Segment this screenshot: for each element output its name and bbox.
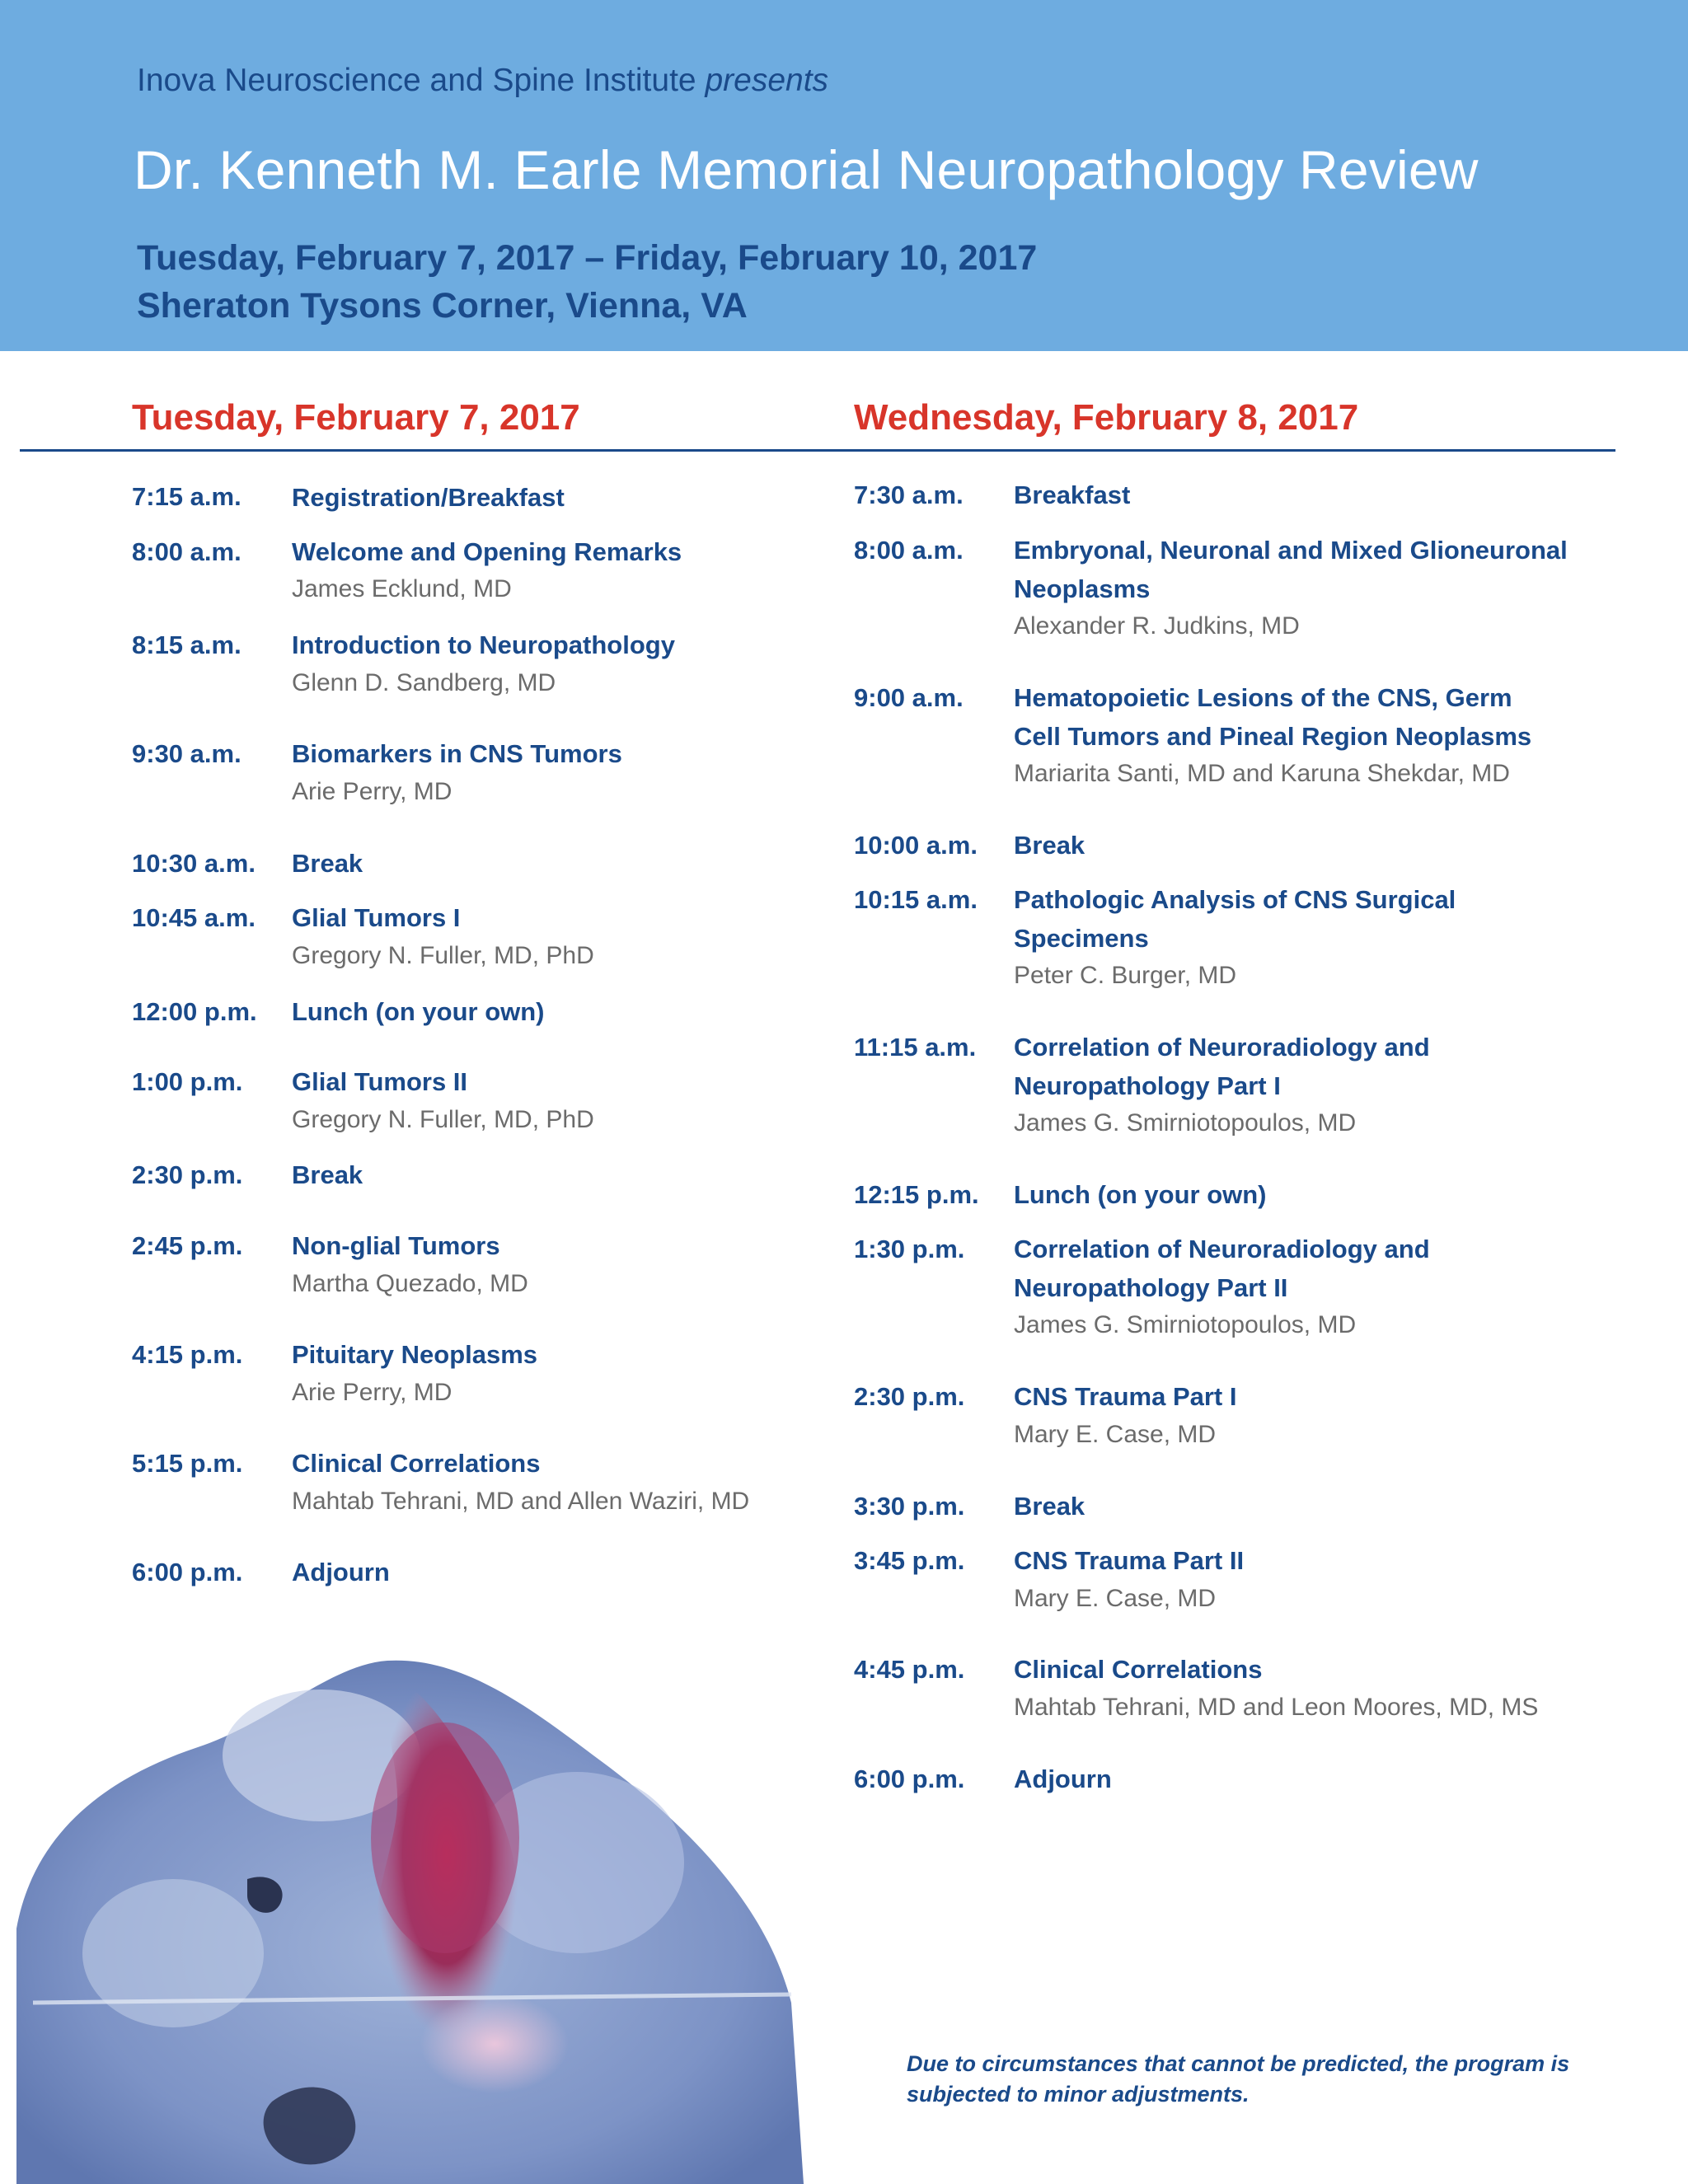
item-speaker: James G. Smirniotopoulos, MD (1014, 1311, 1357, 1338)
header-banner (0, 0, 1688, 351)
item-speaker: Arie Perry, MD (292, 1379, 452, 1406)
item-speaker: Mariarita Santi, MD and Karuna Shekdar, MD (1014, 760, 1510, 787)
item-title: Pituitary Neoplasms (292, 1340, 538, 1369)
brain-scan-image (0, 1657, 808, 2184)
item-speaker: James G. Smirniotopoulos, MD (1014, 1109, 1357, 1137)
item-title: Non-glial Tumors (292, 1231, 500, 1260)
item-title: Correlation of Neuroradiology and Neuropathology Part II (1014, 1235, 1430, 1302)
item-time: 3:45 p.m. (854, 1546, 965, 1575)
item-title: Lunch (on your own) (1014, 1180, 1267, 1209)
item-time: 10:00 a.m. (854, 831, 978, 860)
item-time: 5:15 p.m. (132, 1449, 243, 1478)
presenter-name: Inova Neuroscience and Spine Institute (137, 63, 696, 98)
item-time: 9:00 a.m. (854, 683, 964, 712)
presenter-line (137, 63, 828, 99)
item-time: 10:45 a.m. (132, 903, 256, 932)
item-speaker: James Ecklund, MD (292, 575, 512, 602)
item-time: 4:15 p.m. (132, 1340, 243, 1369)
item-time: 10:15 a.m. (854, 885, 978, 914)
presents-word: presents (705, 63, 829, 98)
event-location: Sheraton Tysons Corner, Vienna, VA (137, 286, 748, 326)
heading-divider (20, 449, 1615, 452)
item-title: Clinical Correlations (1014, 1655, 1263, 1684)
item-time: 7:15 a.m. (132, 482, 241, 511)
item-time: 10:30 a.m. (132, 849, 256, 878)
day-heading-wednesday: Wednesday, February 8, 2017 (854, 397, 1359, 438)
item-title: Break (292, 1160, 363, 1189)
item-time: 8:15 a.m. (132, 630, 241, 659)
item-title: Pathologic Analysis of CNS Surgical Specimens (1014, 885, 1456, 953)
item-speaker: Gregory N. Fuller, MD, PhD (292, 942, 594, 969)
item-time: 2:30 p.m. (854, 1382, 965, 1411)
item-speaker: Mary E. Case, MD (1014, 1421, 1217, 1448)
day-heading-tuesday: Tuesday, February 7, 2017 (132, 397, 580, 438)
item-speaker: Mahtab Tehrani, MD and Leon Moores, MD, MS (1014, 1694, 1539, 1721)
item-title: Glial Tumors I (292, 903, 461, 932)
item-speaker: Peter C. Burger, MD (1014, 962, 1237, 989)
program-disclaimer: Due to circumstances that cannot be predicted, the program is subjected to minor adjustments. (907, 2051, 1570, 2107)
item-title: Registration/Breakfast (292, 483, 565, 512)
item-title: Glial Tumors II (292, 1067, 468, 1096)
item-title: Break (1014, 831, 1085, 860)
item-time: 7:30 a.m. (854, 480, 964, 509)
item-time: 2:45 p.m. (132, 1231, 243, 1260)
item-time: 9:30 a.m. (132, 739, 241, 768)
item-title: Adjourn (1014, 1765, 1112, 1793)
item-speaker: Alexander R. Judkins, MD (1014, 612, 1300, 640)
item-time: 6:00 p.m. (132, 1558, 243, 1586)
item-title: Biomarkers in CNS Tumors (292, 739, 622, 768)
item-title: Introduction to Neuropathology (292, 630, 675, 659)
item-title: CNS Trauma Part I (1014, 1382, 1237, 1411)
item-title: Clinical Correlations (292, 1449, 541, 1478)
item-speaker: Martha Quezado, MD (292, 1270, 528, 1297)
item-speaker: Arie Perry, MD (292, 778, 452, 805)
item-title: Welcome and Opening Remarks (292, 537, 682, 566)
item-time: 2:30 p.m. (132, 1160, 243, 1189)
item-title: Break (292, 849, 363, 878)
item-title: Correlation of Neuroradiology and Neuropathology Part I (1014, 1033, 1430, 1100)
item-title: Break (1014, 1492, 1085, 1521)
item-title: Lunch (on your own) (292, 997, 545, 1026)
item-time: 12:15 p.m. (854, 1180, 979, 1209)
item-speaker: Glenn D. Sandberg, MD (292, 669, 556, 696)
item-speaker: Mahtab Tehrani, MD and Allen Waziri, MD (292, 1488, 750, 1515)
item-time: 8:00 a.m. (854, 536, 964, 565)
item-time: 3:30 p.m. (854, 1492, 965, 1521)
item-time: 1:30 p.m. (854, 1235, 965, 1263)
item-title: Hematopoietic Lesions of the CNS, Germ Cell Tumors and Pineal Region Neoplasms (1014, 683, 1532, 751)
event-date-range: Tuesday, February 7, 2017 – Friday, February 10, 2017 (137, 238, 1038, 278)
item-time: 11:15 a.m. (854, 1033, 977, 1062)
item-title: Adjourn (292, 1558, 390, 1586)
item-title: CNS Trauma Part II (1014, 1546, 1245, 1575)
item-time: 6:00 p.m. (854, 1765, 965, 1793)
item-title: Breakfast (1014, 480, 1131, 509)
item-time: 4:45 p.m. (854, 1655, 965, 1684)
page-title: Dr. Kenneth M. Earle Memorial Neuropathology Review (134, 139, 1479, 200)
item-time: 8:00 a.m. (132, 537, 241, 566)
item-title: Embryonal, Neuronal and Mixed Glioneuronal Neoplasms (1014, 536, 1568, 603)
item-speaker: Mary E. Case, MD (1014, 1585, 1217, 1612)
item-speaker: Gregory N. Fuller, MD, PhD (292, 1106, 594, 1133)
item-time: 12:00 p.m. (132, 997, 257, 1026)
event-details (137, 234, 1037, 330)
item-time: 1:00 p.m. (132, 1067, 243, 1096)
